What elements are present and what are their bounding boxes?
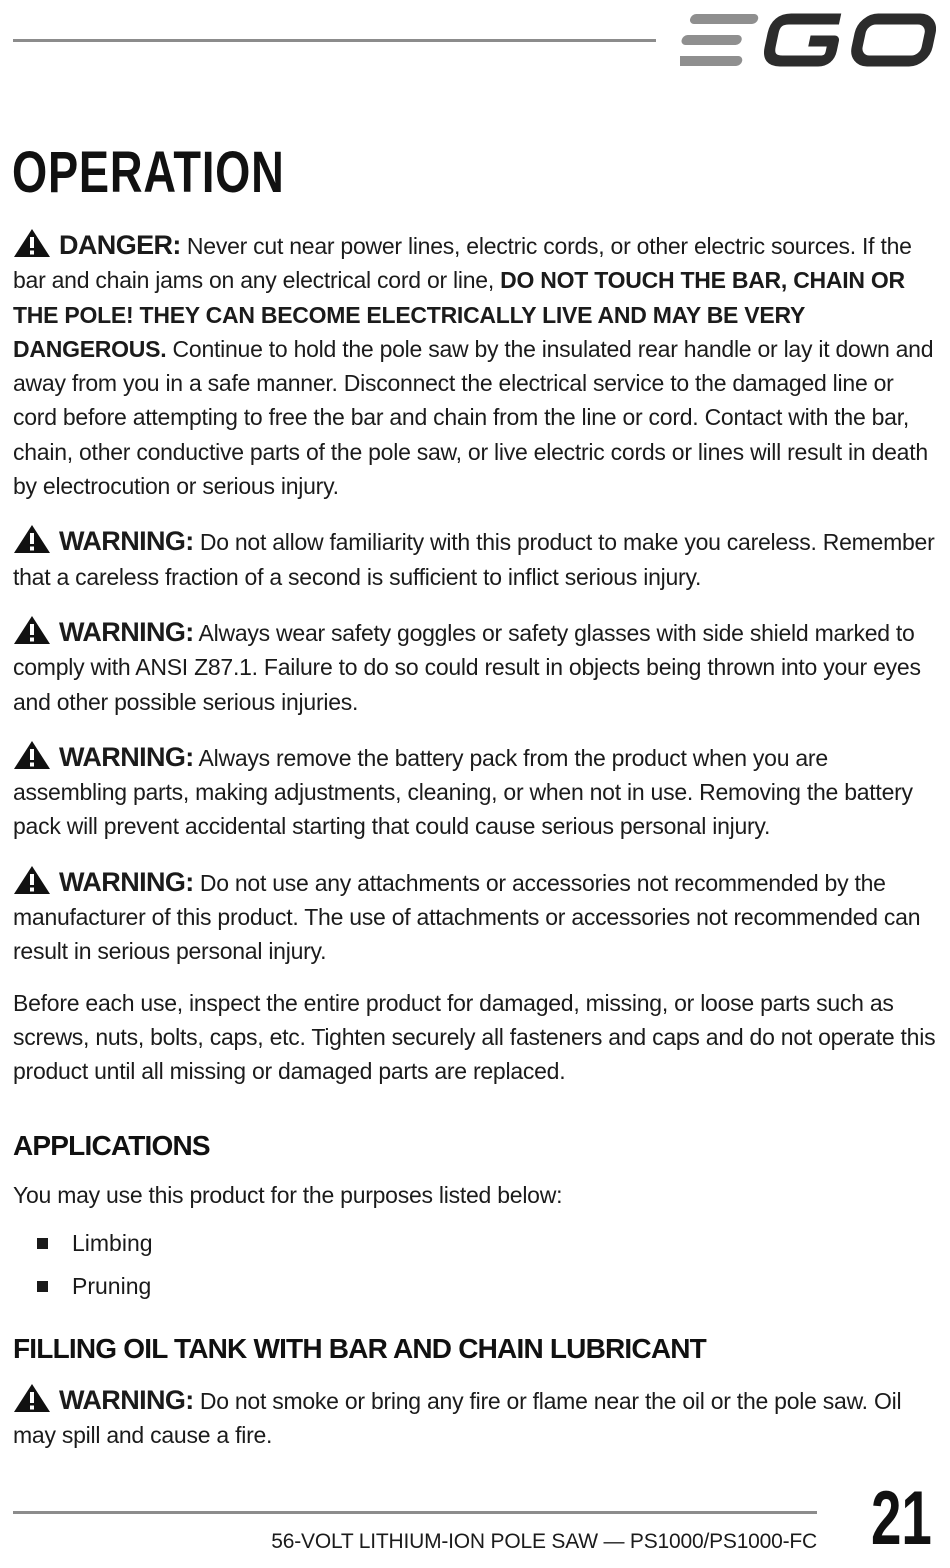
footer-product-title: 56-VOLT LITHIUM-ION POLE SAW — PS1000/PS1000-FC: [271, 1530, 817, 1553]
danger-text-continued: Continue to hold the pole saw by the insulated rear handle or lay it down and away from you in a safe manner. Disconnect the electrical service to the damaged line or cord before attempting to free the bar and chain from the line or cord. Contact with the bar, chain, other conductive parts of the pole saw, or live electric cords or lines will result in death by electrocution or serious injury.: [13, 335, 934, 500]
ego-logo: [680, 10, 936, 70]
applications-intro: You may use this product for the purposes listed below:: [13, 1181, 563, 1208]
list-item: [13, 1265, 937, 1308]
warning-triangle-icon: [13, 615, 51, 645]
warning-label: WARNING:: [59, 866, 194, 897]
warning-triangle-icon: [13, 1383, 51, 1413]
danger-bold-text: DO NOT TOUCH THE BAR, CHAIN OR THE POLE! THEY CAN BECOME ELECTRICALLY LIVE AND MAY BE VERY DANGEROUS.: [13, 267, 905, 362]
content: [13, 228, 937, 1452]
warning-notice: [13, 1383, 937, 1453]
page-number: 21: [871, 1476, 932, 1561]
list-item-label: Limbing: [72, 1229, 153, 1256]
warning-notice: [13, 865, 937, 969]
warning-notice: [13, 740, 937, 844]
danger-notice: [13, 228, 937, 503]
warning-notice: [13, 524, 937, 594]
warning-text: Always remove the battery pack from the product when you are assembling parts, making adjustments, cleaning, or when not in use. Removing the battery pack will prevent accidental starting that could cause serious personal injury.: [13, 744, 913, 840]
warning-label: WARNING:: [59, 616, 194, 647]
danger-label: DANGER:: [59, 230, 181, 260]
danger-text: Never cut near power lines, electric cords, or other electric sources. If the bar and chain jams on any electrical cord or line,: [13, 233, 912, 294]
warning-triangle-icon: [13, 865, 51, 895]
warning-triangle-icon: [13, 740, 51, 770]
warning-text: Do not smoke or bring any fire or flame near the oil or the pole saw. Oil may spill and cause a fire.: [13, 1387, 902, 1449]
warning-label: WARNING:: [59, 1384, 194, 1415]
warning-label: WARNING:: [59, 526, 194, 557]
warning-triangle-icon: [13, 228, 51, 258]
header-rule: [13, 39, 656, 42]
warning-text: Do not use any attachments or accessories not recommended by the manufacturer of this product. The use of attachments or accessories not recommended can result in serious personal injury.: [13, 869, 921, 965]
inspect-paragraph: Before each use, inspect the entire product for damaged, missing, or loose parts such as screws, nuts, bolts, caps, etc. Tighten securely all fasteners and caps and do not operate this product until all missing or damaged parts are replaced.: [13, 989, 936, 1085]
page-title: OPERATION: [12, 140, 285, 205]
applications-heading: APPLICATIONS: [13, 1129, 210, 1161]
applications-list: [13, 1222, 937, 1308]
warning-notice: [13, 615, 937, 719]
footer-rule: [13, 1511, 817, 1514]
list-item: [13, 1222, 937, 1265]
warning-triangle-icon: [13, 524, 51, 554]
filling-heading: FILLING OIL TANK WITH BAR AND CHAIN LUBRICANT: [13, 1332, 706, 1364]
warning-text: Always wear safety goggles or safety glasses with side shield marked to comply with ANSI Z87.1. Failure to do so could result in objects being thrown into your eyes and other possible serious injuries.: [13, 619, 921, 715]
list-item-label: Pruning: [72, 1272, 152, 1299]
warning-text: Do not allow familiarity with this product to make you careless. Remember that a careless fraction of a second is sufficient to inflict serious injury.: [13, 529, 935, 590]
warning-label: WARNING:: [59, 741, 194, 772]
bullet-square-icon: [37, 1238, 48, 1249]
bullet-square-icon: [37, 1281, 48, 1292]
